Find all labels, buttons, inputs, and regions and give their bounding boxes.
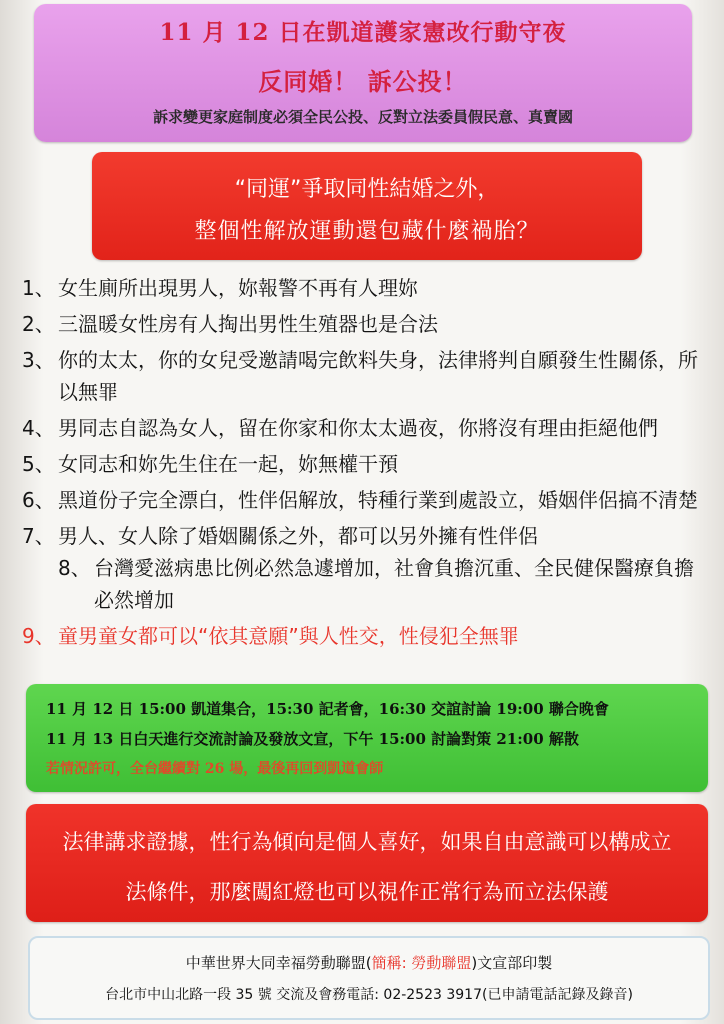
law-line-2: 法條件，那麼闖紅燈也可以視作正常行為而立法保護 bbox=[125, 880, 609, 904]
list-item bbox=[22, 552, 702, 616]
contact-line: 台北市中山北路一段 35 號 交流及會務電話: 02-2523 3917(已申請電話記錄及錄音) bbox=[105, 987, 633, 1003]
schedule-note: 若情況許可，全台繼續對 26 場，最後再回到凱道會師 bbox=[46, 761, 384, 777]
list-item bbox=[22, 344, 702, 408]
slogan: 反同婚！ 訴公投！ bbox=[258, 67, 468, 96]
item-number: 2、 bbox=[22, 312, 55, 336]
list-item bbox=[22, 412, 702, 444]
footer bbox=[28, 936, 710, 1020]
publisher-abbr: 簡稱: 勞動聯盟 bbox=[371, 954, 472, 972]
schedule-day-2: 11 月 13 日白天進行交流討論及發放文宣，下午 15:00 討論對策 21:00 解散 bbox=[46, 730, 579, 748]
item-text: 女生廁所出現男人，妳報警不再有人理妳 bbox=[58, 276, 418, 300]
question-line-2: 整個性解放運動還包藏什麼禍胎？ bbox=[194, 219, 540, 244]
event-title: 11 月 12 日在凱道護家憲改行動守夜 bbox=[159, 19, 567, 46]
item-number: 8、 bbox=[58, 556, 91, 580]
item-text: 三溫暖女性房有人掏出男性生殖器也是合法 bbox=[58, 312, 438, 336]
question-banner bbox=[92, 152, 642, 260]
item-text: 你的太太，你的女兒受邀請喝完飲料失身，法律將判自願發生性關係，所以無罪 bbox=[58, 348, 698, 404]
item-number: 6、 bbox=[22, 488, 55, 512]
item-number: 3、 bbox=[22, 348, 55, 372]
item-text: 童男童女都可以“依其意願”與人性交，性侵犯全無罪 bbox=[58, 624, 519, 648]
item-text: 黑道份子完全漂白，性伴侶解放，特種行業到處設立，婚姻伴侶搞不清楚 bbox=[58, 488, 698, 512]
item-number: 1、 bbox=[22, 276, 55, 300]
schedule-banner bbox=[26, 684, 708, 792]
law-line-1: 法律講求證據，性行為傾向是個人喜好，如果自由意識可以構成立 bbox=[62, 830, 672, 854]
item-number: 5、 bbox=[22, 452, 55, 476]
list-item bbox=[22, 520, 702, 552]
list-item bbox=[22, 448, 702, 480]
list-item-highlighted bbox=[22, 620, 702, 652]
publisher-line bbox=[30, 952, 708, 973]
item-number: 9、 bbox=[22, 624, 55, 648]
consequence-list bbox=[22, 272, 702, 652]
appeal-text: 訴求變更家庭制度必須全民公投、反對立法委員假民意、真賣國 bbox=[152, 108, 573, 126]
header-banner bbox=[34, 4, 692, 142]
item-text: 女同志和妳先生住在一起，妳無權干預 bbox=[58, 452, 398, 476]
list-item bbox=[22, 272, 702, 304]
item-number: 7、 bbox=[22, 524, 55, 548]
item-text: 男人、女人除了婚姻關係之外，都可以另外擁有性伴侶 bbox=[58, 524, 538, 548]
law-banner bbox=[26, 804, 708, 922]
schedule-day-1: 11 月 12 日 15:00 凱道集合，15:30 記者會，16:30 交誼討論 19:00 聯合晚會 bbox=[46, 700, 609, 718]
publisher-prefix: 中華世界大同幸福勞動聯盟( bbox=[185, 954, 372, 972]
list-item bbox=[22, 484, 702, 516]
item-text: 男同志自認為女人，留在你家和你太太過夜，你將沒有理由拒絕他們 bbox=[58, 416, 658, 440]
list-item bbox=[22, 308, 702, 340]
question-line-1: “同運”爭取同性結婚之外， bbox=[234, 177, 500, 202]
item-text: 台灣愛滋病患比例必然急遽增加，社會負擔沉重、全民健保醫療負擔必然增加 bbox=[94, 556, 694, 612]
item-number: 4、 bbox=[22, 416, 55, 440]
publisher-suffix: )文宣部印製 bbox=[471, 954, 553, 972]
